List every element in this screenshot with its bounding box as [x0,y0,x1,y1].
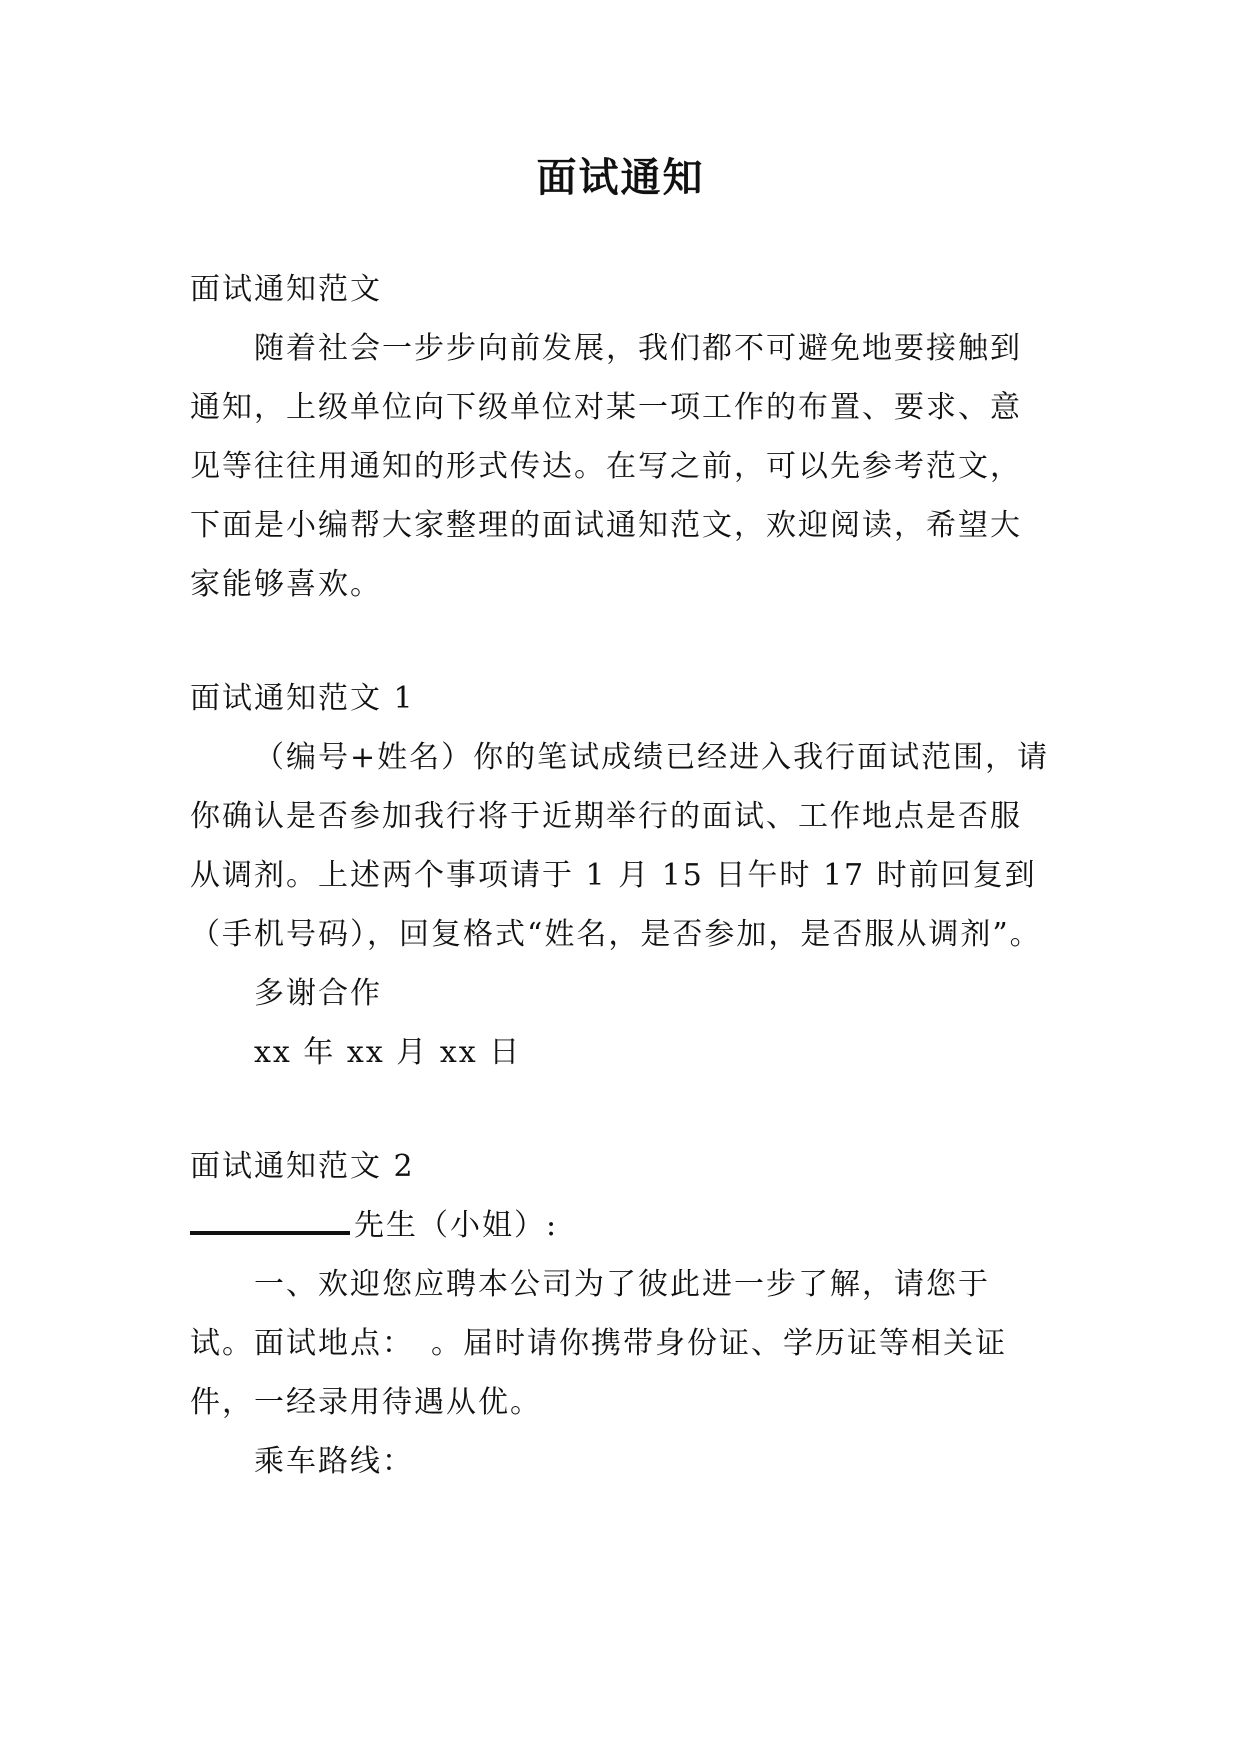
document-body [190,260,1052,1491]
sample1-paragraph: （编号+姓名）你的笔试成绩已经进入我行面试范围，请你确认是否参加我行将于近期举行的面试、工作地点是否服从调剂。上述两个事项请于 1 月 15 日午时 17 时前回复到（手机号码），回复格式“姓名，是否参加，是否服从调剂”。 [190,740,1050,952]
sample1-heading: 面试通知范文 1 [190,681,415,716]
sample2-salutation: 先生（小姐）: [354,1208,559,1243]
sample2-salutation-line [190,1196,1052,1255]
intro-heading: 面试通知范文 [190,272,382,307]
document-title: 面试通知 [536,155,705,201]
sample2-heading: 面试通知范文 2 [190,1149,415,1184]
sample2-route: 乘车路线： [254,1444,414,1479]
sample2-paragraph: 一、欢迎您应聘本公司为了彼此进一步了解，请您于试。面试地点： 。届时请你携带身份证、学历证等相关证件，一经录用待遇从优。 [190,1267,1007,1420]
name-blank-line [190,1231,350,1235]
sample1-date: xx 年 xx 月 xx 日 [254,1035,522,1070]
sample1-thanks: 多谢合作 [254,976,382,1011]
intro-paragraph: 随着社会一步步向前发展，我们都不可避免地要接触到通知，上级单位向下级单位对某一项工作的布置、要求、意见等往往用通知的形式传达。在写之前，可以先参考范文，下面是小编帮大家整理的面试通知范文，欢迎阅读，希望大家能够喜欢。 [190,331,1022,602]
